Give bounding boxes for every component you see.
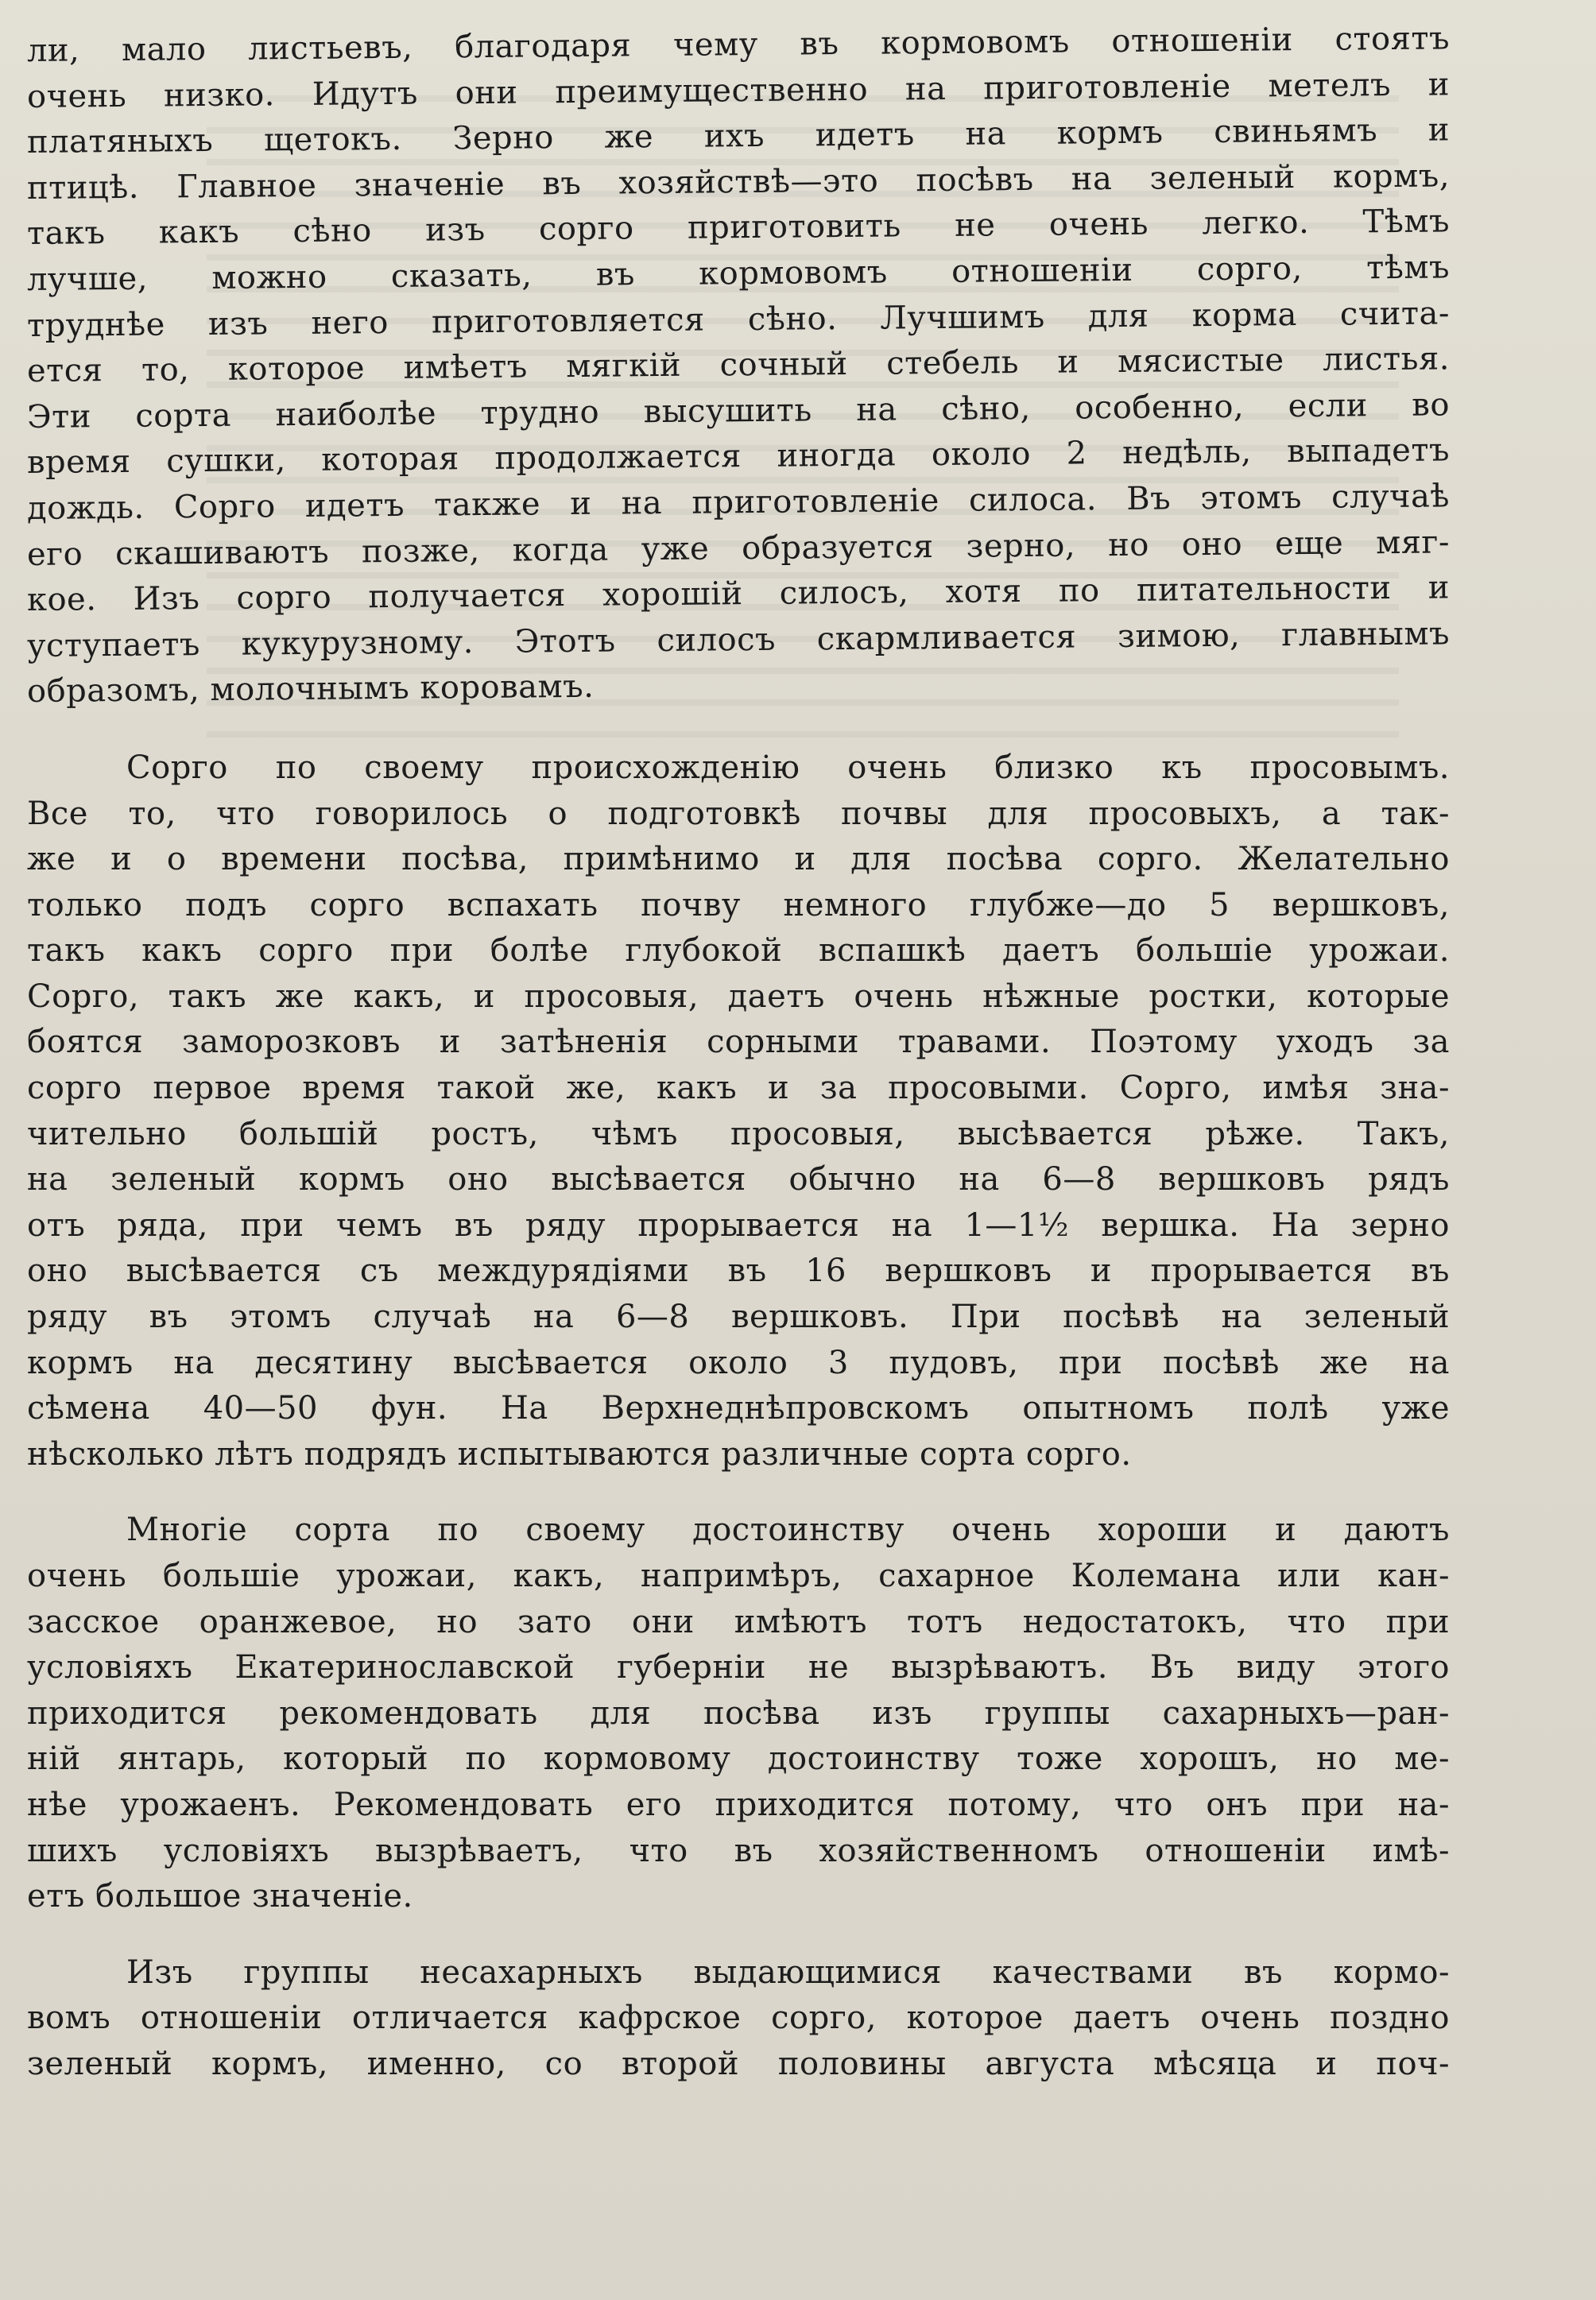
text-line: сѣмена 40—50 фун. На Верхнеднѣпровскомъ опытномъ полѣ уже <box>27 1390 1450 1427</box>
text-line: ній янтарь, который по кормовому достоинству тоже хорошъ, но ме- <box>27 1740 1450 1778</box>
text-line: сорго первое время такой же, какъ и за просовыми. Сорго, имѣя зна- <box>27 1070 1450 1107</box>
text-line: нѣсколько лѣтъ подрядъ испытываются различные сорта сорго. <box>27 1435 1132 1473</box>
page-text <box>26 20 1451 2088</box>
text-line: боятся заморозковъ и затѣненія сорными травами. Поэтому уходъ за <box>27 1024 1450 1061</box>
paragraph-3 <box>27 1508 1450 1919</box>
text-line: же и о времени посѣва, примѣнимо и для посѣва сорго. Желательно <box>27 841 1450 878</box>
paragraph-1 <box>26 20 1451 715</box>
paragraph-gap <box>27 1920 1450 1950</box>
text-line: очень большіе урожаи, какъ, напримѣръ, сахарное Колемана или кан- <box>27 1558 1450 1594</box>
text-line: Эти сорта наиболѣе трудно высушить на сѣно, особенно, если во <box>26 386 1451 436</box>
text-line: на зеленый кормъ оно высѣвается обычно на 6—8 вершковъ рядъ <box>27 1161 1450 1198</box>
paragraph-gap <box>27 1477 1450 1508</box>
text-line: труднѣе изъ него приготовляется сѣно. Лучшимъ для корма счита- <box>26 294 1451 344</box>
paragraph-4 <box>27 1950 1450 2088</box>
text-line: птицѣ. Главное значеніе въ хозяйствѣ—это посѣвъ на зеленый кормъ, <box>26 157 1451 207</box>
text-line: платяныхъ щетокъ. Зерно же ихъ идетъ на кормъ свиньямъ и <box>26 111 1451 161</box>
text-line: Сорго, такъ же какъ, и просовыя, даетъ очень нѣжные ростки, которые <box>27 978 1450 1015</box>
text-line: кое. Изъ сорго получается хорошій силосъ, хотя по питательности и <box>26 569 1451 619</box>
text-line: вомъ отношеніи отличается кафрское сорго, которое даетъ очень поздно <box>27 2000 1450 2037</box>
text-line: приходится рекомендовать для посѣва изъ группы сахарныхъ—ран- <box>27 1694 1450 1732</box>
text-line: время сушки, которая продолжается иногда около 2 недѣль, выпадетъ <box>26 432 1451 482</box>
text-line: нѣе урожаенъ. Рекомендовать его приходится потому, что онъ при на- <box>27 1786 1450 1823</box>
text-line: лучше, можно сказать, въ кормовомъ отношеніи сорго, тѣмъ <box>26 249 1451 298</box>
text-line: чительно большій ростъ, чѣмъ просовыя, высѣвается рѣже. Такъ, <box>27 1115 1450 1152</box>
text-line: такъ какъ сорго при болѣе глубокой вспашкѣ даетъ большіе урожаи. <box>27 932 1450 970</box>
text-line: такъ какъ сѣно изъ сорго приготовить не очень легко. Тѣмъ <box>26 203 1451 253</box>
text-line: етъ большое значеніе. <box>27 1878 413 1915</box>
text-line: Сорго по своему происхожденію очень близко къ просовымъ. <box>126 749 1450 786</box>
text-line: ряду въ этомъ случаѣ на 6—8 вершковъ. При посѣвѣ на зеленый <box>27 1299 1450 1336</box>
paragraph-2 <box>27 745 1450 1478</box>
text-line: ли, мало листьевъ, благодаря чему въ кормовомъ отношеніи стоятъ <box>26 20 1451 69</box>
text-line: образомъ, молочнымъ коровамъ. <box>26 668 595 711</box>
text-line: отъ ряда, при чемъ въ ряду прорывается на 1—1½ вершка. На зерно <box>27 1206 1450 1244</box>
text-line: Изъ группы несахарныхъ выдающимися качествами въ кормо- <box>126 1953 1450 1991</box>
text-line: засское оранжевое, но зато они имѣютъ тотъ недостатокъ, что при <box>27 1603 1450 1640</box>
text-line: кормъ на десятину высѣвается около 3 пудовъ, при посѣвѣ же на <box>27 1344 1450 1381</box>
text-line: уступаетъ кукурузному. Этотъ силосъ скармливается зимою, главнымъ <box>26 615 1451 664</box>
text-line: ется то, которое имѣетъ мягкій сочный стебель и мясистые листья. <box>26 340 1451 390</box>
text-line: шихъ условіяхъ вызрѣваетъ, что въ хозяйственномъ отношеніи имѣ- <box>27 1832 1450 1869</box>
text-line: дождь. Сорго идетъ также и на приготовленіе силоса. Въ этомъ случаѣ <box>26 478 1451 527</box>
text-line: только подъ сорго вспахать почву немного глубже—до 5 вершковъ, <box>27 886 1450 923</box>
text-line: зеленый кормъ, именно, со второй половины августа мѣсяца и поч- <box>27 2045 1450 2082</box>
text-line: условіяхъ Екатеринославской губерніи не вызрѣваютъ. Въ виду этого <box>27 1649 1450 1686</box>
text-line: его скашиваютъ позже, когда уже образуется зерно, но оно еще мяг- <box>26 523 1451 573</box>
text-line: очень низко. Идутъ они преимущественно на приготовленіе метелъ и <box>26 65 1451 115</box>
text-line: Все то, что говорилось о подготовкѣ почвы для просовыхъ, а так- <box>27 795 1450 832</box>
text-line: Многіе сорта по своему достоинству очень хороши и даютъ <box>126 1512 1450 1549</box>
paragraph-gap <box>27 715 1450 745</box>
text-line: оно высѣвается съ междурядіями въ 16 вершковъ и прорывается въ <box>27 1253 1450 1290</box>
